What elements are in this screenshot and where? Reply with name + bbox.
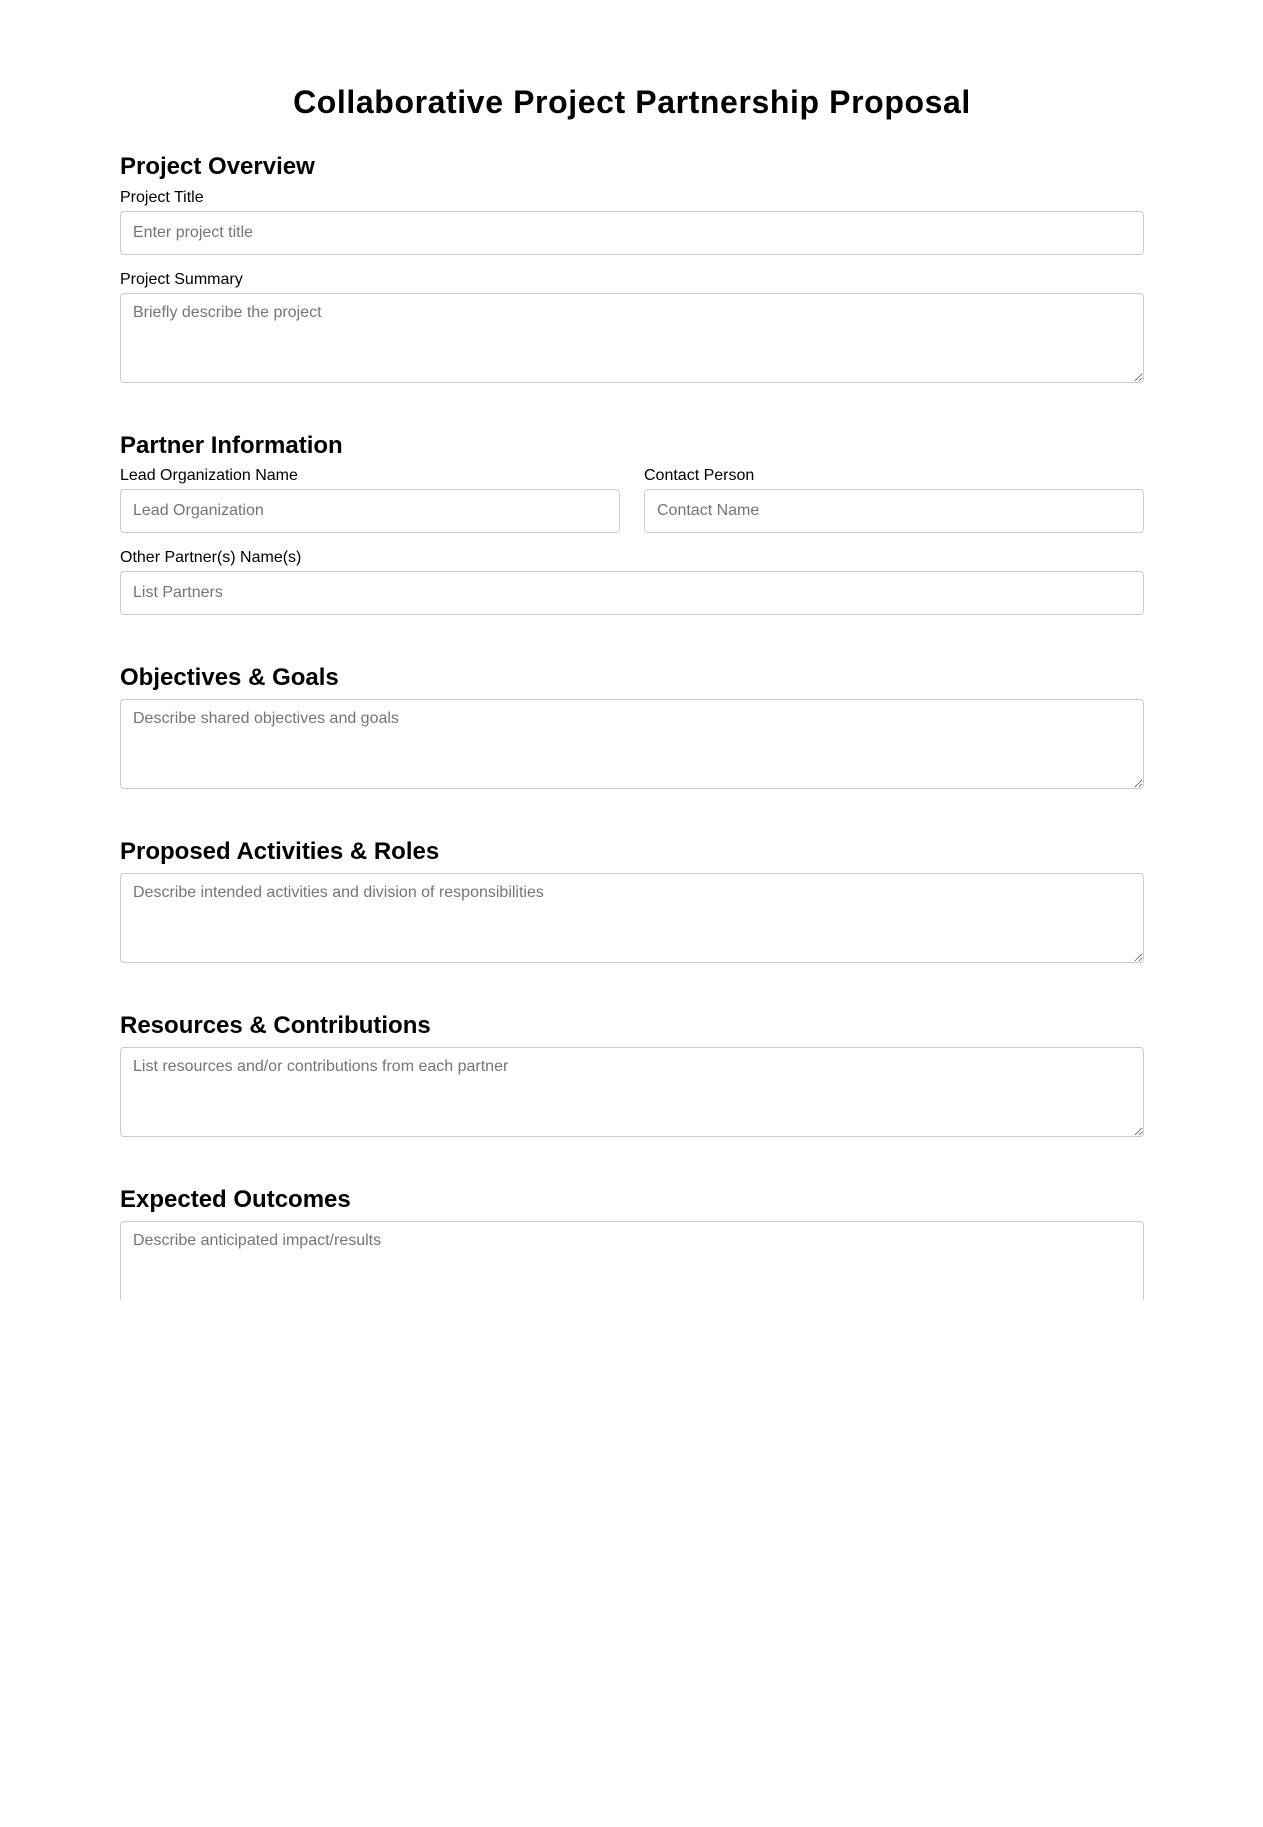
objectives-goals-textarea[interactable] (120, 699, 1144, 789)
section-heading-resources-contributions: Resources & Contributions (120, 1012, 431, 1039)
project-summary-textarea[interactable] (120, 293, 1144, 383)
section-heading-expected-outcomes: Expected Outcomes (120, 1186, 351, 1213)
contact-person-input[interactable] (644, 489, 1144, 533)
other-partners-label: Other Partner(s) Name(s) (120, 549, 302, 566)
section-heading-objectives-goals: Objectives & Goals (120, 664, 339, 691)
contact-person-label: Contact Person (644, 467, 755, 484)
resources-contributions-textarea[interactable] (120, 1047, 1144, 1137)
project-summary-label: Project Summary (120, 271, 243, 288)
expected-outcomes-textarea[interactable] (120, 1221, 1144, 1300)
activities-roles-textarea[interactable] (120, 873, 1144, 963)
proposal-form (120, 0, 1144, 1300)
section-heading-project-overview: Project Overview (120, 153, 315, 180)
lead-organization-input[interactable] (120, 489, 620, 533)
page-title: Collaborative Project Partnership Proposal (293, 84, 971, 120)
project-title-input[interactable] (120, 211, 1144, 255)
other-partners-input[interactable] (120, 571, 1144, 615)
project-title-label: Project Title (120, 189, 204, 206)
section-heading-partner-information: Partner Information (120, 432, 343, 459)
lead-organization-label: Lead Organization Name (120, 467, 298, 484)
section-heading-activities-roles: Proposed Activities & Roles (120, 838, 440, 865)
